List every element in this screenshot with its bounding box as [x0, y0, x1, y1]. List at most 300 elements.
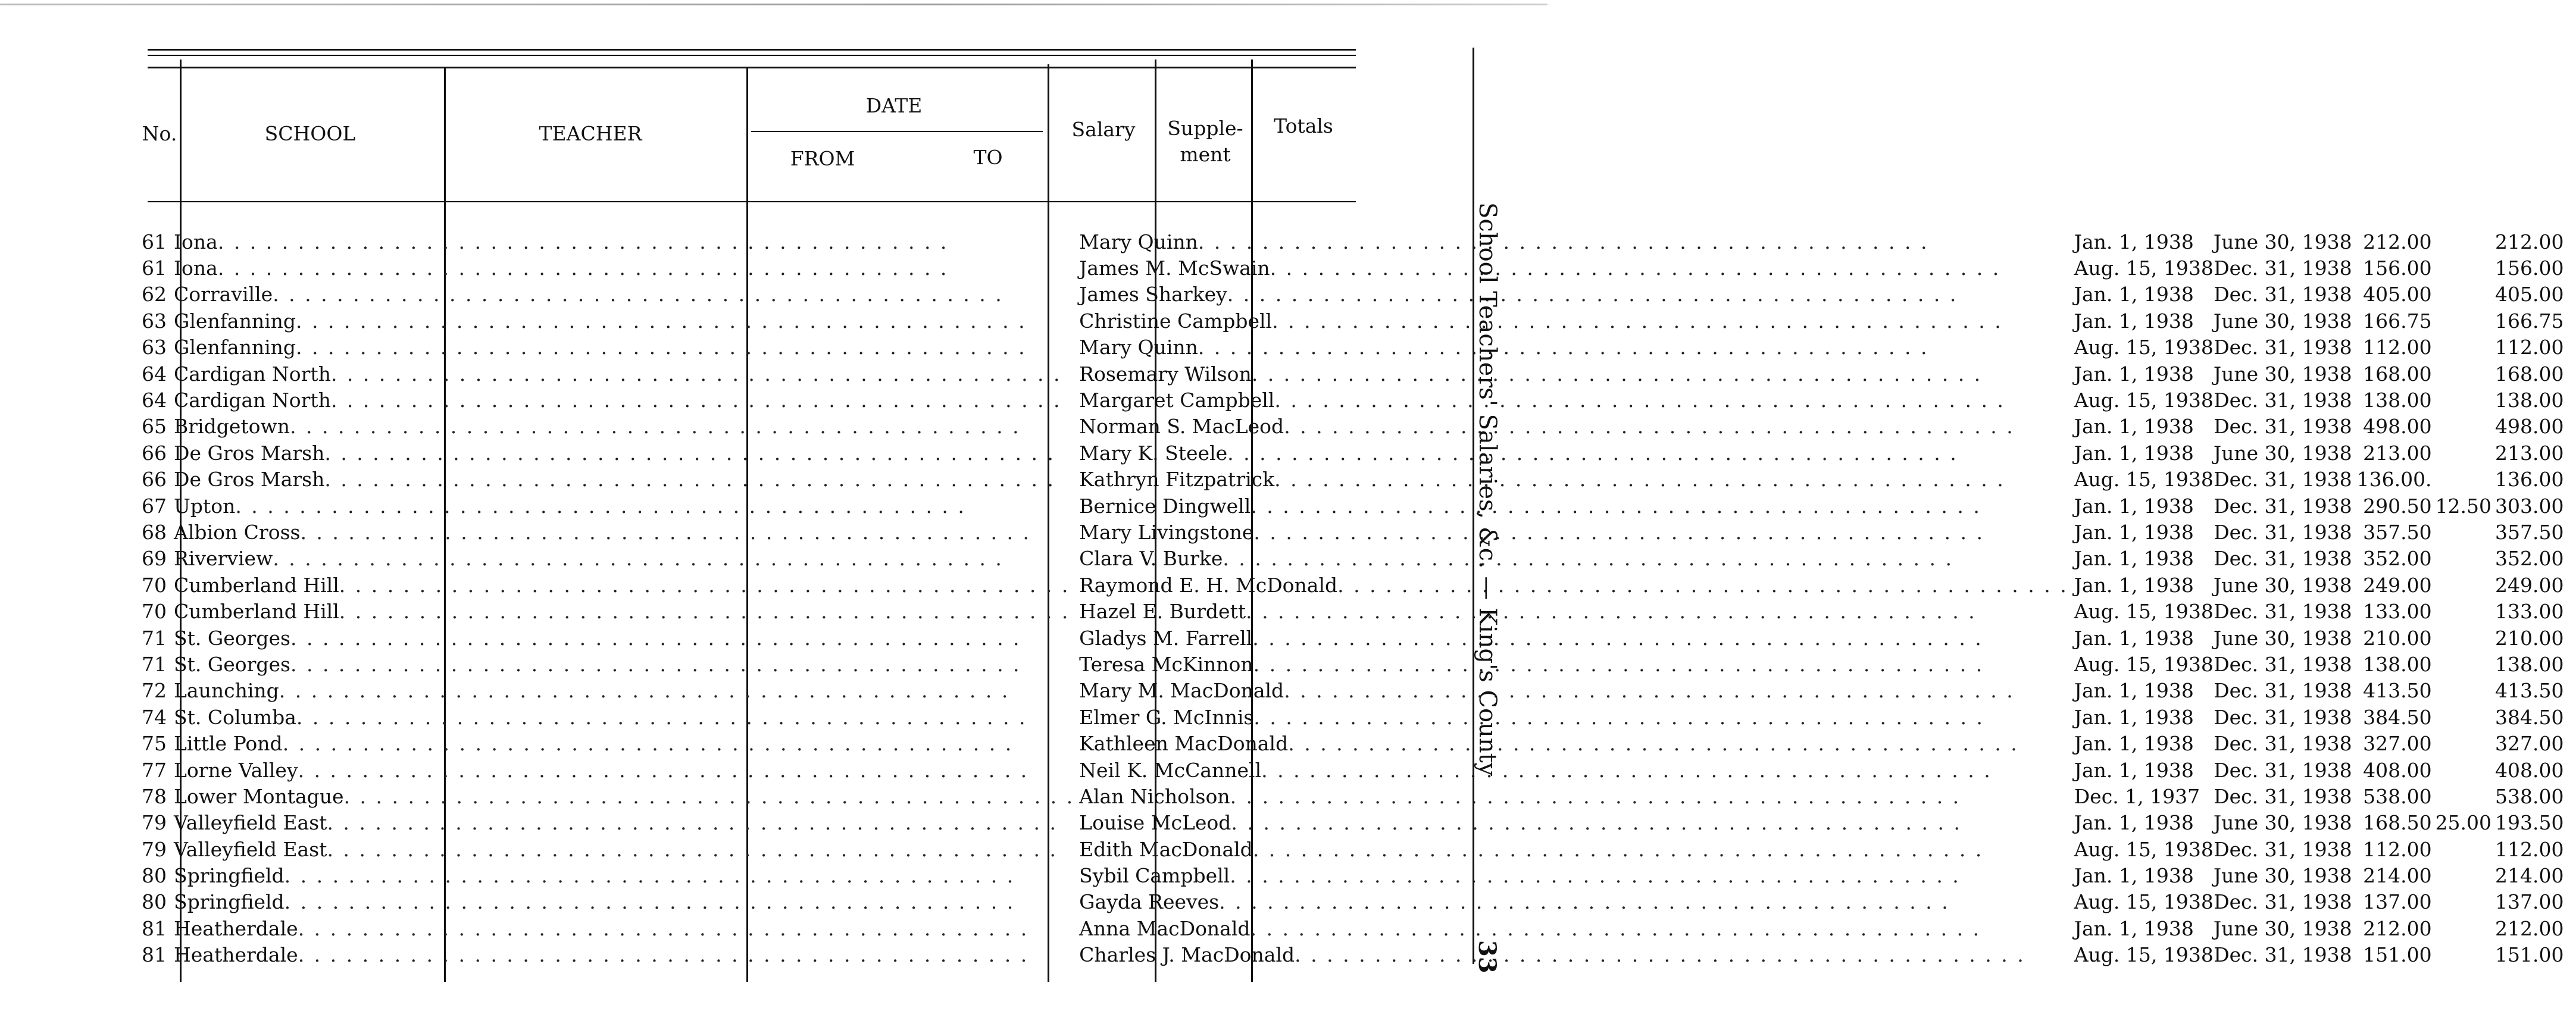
- dot-leader: [339, 600, 1074, 623]
- row-no: 72: [142, 679, 167, 703]
- row-no: 64: [142, 362, 167, 386]
- dot-leader: [1288, 732, 2068, 755]
- row-total: 156.00: [2495, 256, 2564, 280]
- row-teacher-text: Neil K. McCannell: [1079, 758, 1262, 782]
- row-date-from: Jan. 1, 1938: [2074, 441, 2194, 465]
- row-salary: 405.00: [2363, 283, 2432, 306]
- row-teacher-text: Mary Livingstone: [1079, 520, 1254, 544]
- row-supplement: [2436, 440, 2495, 466]
- row-school-text: Cardigan North: [174, 362, 331, 386]
- row-teacher: [1074, 519, 2068, 545]
- row-school: [170, 308, 1074, 334]
- row-no: 81: [142, 916, 167, 940]
- table-row: [142, 889, 2576, 915]
- row-supplement: [2436, 387, 2495, 413]
- row-teacher: [1074, 862, 2068, 888]
- row-school-text: Lorne Valley: [174, 758, 298, 782]
- row-date-from: Jan. 1, 1938: [2074, 283, 2194, 306]
- dot-leader: [279, 679, 1074, 702]
- row-salary: 156.00: [2363, 256, 2432, 280]
- row-total: 193.50: [2495, 811, 2564, 835]
- row-total: 303.00: [2495, 494, 2564, 518]
- row-teacher-text: Kathleen MacDonald: [1079, 732, 1289, 756]
- row-date-to: Dec. 31, 1938: [2214, 758, 2352, 782]
- row-no: 71: [142, 626, 167, 650]
- row-teacher: [1074, 889, 2068, 915]
- dot-leader: [1219, 890, 2068, 913]
- row-school: [170, 730, 1074, 756]
- row-school: [170, 704, 1074, 730]
- dot-leader: [1252, 627, 2068, 650]
- row-school-text: St. Georges: [174, 626, 290, 650]
- row-school-text: Cumberland Hill: [174, 573, 339, 597]
- dot-leader: [1253, 706, 2068, 729]
- page-number: 33: [1473, 940, 1501, 973]
- row-date-to: Dec. 31, 1938: [2214, 520, 2352, 544]
- row-total: 136.00: [2495, 468, 2564, 492]
- row-date-from: Aug. 15, 1938: [2074, 943, 2214, 967]
- row-school: [170, 836, 1074, 862]
- row-date-to: Dec. 31, 1938: [2214, 494, 2352, 518]
- row-date-to: June 30, 1938: [2213, 626, 2352, 650]
- row-teacher-text: Edith MacDonald: [1079, 837, 1253, 861]
- dot-leader: [296, 309, 1074, 333]
- row-date-to: Dec. 31, 1938: [2214, 943, 2352, 967]
- row-no: 66: [142, 441, 167, 465]
- row-supplement: [2436, 308, 2495, 334]
- running-header: [1474, 202, 1501, 994]
- dot-leader: [331, 389, 1074, 412]
- row-teacher: [1074, 678, 2068, 704]
- row-school-text: De Gros Marsh: [174, 468, 325, 492]
- table-row: [142, 810, 2576, 836]
- table-row: [142, 862, 2576, 888]
- row-supplement: [2436, 889, 2495, 915]
- row-school-text: Cumberland Hill: [174, 600, 339, 624]
- row-date-from: Aug. 15, 1938: [2074, 256, 2214, 280]
- dot-leader: [300, 521, 1074, 544]
- row-date-to: June 30, 1938: [2213, 362, 2352, 386]
- table-row: [142, 546, 2576, 572]
- row-date-to: Dec. 31, 1938: [2214, 837, 2352, 861]
- row-school-text: Albion Cross: [174, 520, 301, 544]
- row-supplement: [2436, 334, 2495, 361]
- row-teacher-text: Bernice Dingwell: [1079, 494, 1251, 518]
- dot-leader: [324, 442, 1074, 465]
- header-supplement-line1: Supple-: [1167, 117, 1243, 140]
- row-school: [170, 334, 1074, 361]
- salary-table-body: [142, 228, 2576, 968]
- row-supplement: [2436, 255, 2495, 281]
- row-salary: 212.00: [2363, 230, 2432, 253]
- row-total: 112.00: [2495, 336, 2564, 359]
- row-salary: 138.00: [2363, 652, 2432, 676]
- row-date-to: Dec. 31, 1938: [2214, 600, 2352, 624]
- row-supplement: [2436, 467, 2495, 493]
- row-date-to: Dec. 31, 1938: [2214, 468, 2352, 492]
- dot-leader: [1230, 864, 2068, 887]
- row-salary: 538.00: [2363, 784, 2432, 808]
- dot-leader: [235, 494, 1074, 518]
- row-total: 133.00: [2495, 600, 2564, 624]
- row-salary: 357.50: [2363, 520, 2432, 544]
- row-salary: 327.00: [2363, 732, 2432, 756]
- table-row: [142, 308, 2576, 334]
- row-school-text: Valleyfield East: [174, 811, 327, 835]
- row-teacher: [1074, 598, 2068, 624]
- row-school: [170, 467, 1074, 493]
- row-school: [170, 678, 1074, 704]
- row-date-from: Aug. 15, 1938: [2074, 837, 2214, 861]
- row-supplement: [2436, 519, 2495, 545]
- row-school: [170, 255, 1074, 281]
- row-no: 78: [142, 784, 167, 808]
- row-salary: 290.50: [2363, 494, 2432, 518]
- row-total: 151.00: [2495, 943, 2564, 967]
- row-teacher-text: Mary M. MacDonald: [1079, 679, 1284, 703]
- row-teacher-text: Hazel E. Burdett: [1079, 600, 1246, 624]
- row-total: 214.00: [2495, 864, 2564, 888]
- dot-leader: [1272, 309, 2068, 333]
- row-school-text: Valleyfield East: [174, 837, 327, 861]
- row-date-from: Jan. 1, 1938: [2074, 415, 2194, 439]
- row-school-text: Cardigan North: [174, 389, 331, 412]
- row-no: 66: [142, 468, 167, 492]
- dot-leader: [285, 890, 1074, 913]
- dot-leader: [1253, 838, 2068, 861]
- row-teacher: [1074, 281, 2068, 308]
- row-supplement: [2436, 704, 2495, 730]
- row-school: [170, 440, 1074, 466]
- table-row: [142, 361, 2576, 387]
- table-row: [142, 915, 2576, 941]
- row-teacher: [1074, 810, 2068, 836]
- row-teacher-text: Anna MacDonald: [1079, 916, 1251, 940]
- dot-leader: [1337, 574, 2068, 597]
- table-row: [142, 493, 2576, 519]
- row-school-text: St. Georges: [174, 652, 290, 676]
- table-row: [142, 942, 2576, 968]
- row-date-to: June 30, 1938: [2213, 864, 2352, 888]
- table-row: [142, 440, 2576, 466]
- row-salary: 138.00: [2363, 389, 2432, 412]
- row-no: 79: [142, 811, 167, 835]
- row-date-from: Jan. 1, 1938: [2074, 494, 2194, 518]
- row-teacher: [1074, 757, 2068, 783]
- row-teacher-text: Gayda Reeves: [1079, 890, 1220, 914]
- row-school: [170, 889, 1074, 915]
- row-no: 70: [142, 600, 167, 624]
- row-date-to: Dec. 31, 1938: [2214, 336, 2352, 359]
- row-salary: 166.75: [2363, 309, 2432, 333]
- row-supplement: [2436, 942, 2495, 968]
- row-school-text: Upton: [174, 494, 236, 518]
- row-teacher-text: James Sharkey: [1079, 283, 1227, 306]
- row-school: [170, 757, 1074, 783]
- row-school: [170, 361, 1074, 387]
- row-no: 63: [142, 336, 167, 359]
- row-no: 62: [142, 283, 167, 306]
- row-school-text: Iona: [174, 256, 218, 280]
- row-total: 138.00: [2495, 652, 2564, 676]
- row-total: 498.00: [2495, 415, 2564, 439]
- dot-leader: [273, 547, 1074, 570]
- row-school: [170, 228, 1074, 255]
- row-teacher-text: Louise McLeod: [1079, 811, 1231, 835]
- dot-leader: [296, 706, 1074, 729]
- row-school-text: Lower Montague: [174, 784, 344, 808]
- row-total: 357.50: [2495, 520, 2564, 544]
- row-no: 80: [142, 890, 167, 914]
- row-salary: 137.00: [2363, 890, 2432, 914]
- row-school: [170, 651, 1074, 677]
- row-supplement: [2436, 836, 2495, 862]
- row-supplement: [2436, 678, 2495, 704]
- row-date-from: Jan. 1, 1938: [2074, 679, 2194, 703]
- row-school: [170, 598, 1074, 624]
- table-row: [142, 387, 2576, 413]
- dot-leader: [344, 785, 1075, 808]
- row-school-text: Bridgetown: [174, 415, 290, 439]
- row-supplement: 25.00: [2435, 811, 2492, 835]
- dot-leader: [339, 574, 1074, 597]
- page-edge-line: [0, 4, 1548, 5]
- date-divider: [751, 131, 1043, 132]
- row-date-from: Jan. 1, 1938: [2074, 732, 2194, 756]
- dot-leader: [290, 627, 1074, 650]
- row-date-from: Aug. 15, 1938: [2074, 389, 2214, 412]
- row-date-from: Jan. 1, 1938: [2074, 573, 2194, 597]
- table-row: [142, 730, 2576, 756]
- row-teacher-text: Rosemary Wilson: [1079, 362, 1252, 386]
- row-teacher: [1074, 651, 2068, 677]
- top-rule-1: [148, 49, 1356, 51]
- row-date-to: June 30, 1938: [2213, 441, 2352, 465]
- row-total: 249.00: [2495, 573, 2564, 597]
- header-salary: Salary: [1071, 118, 1136, 141]
- row-teacher: [1074, 361, 2068, 387]
- row-total: 137.00: [2495, 890, 2564, 914]
- row-date-from: Jan. 1, 1938: [2074, 758, 2194, 782]
- row-teacher-text: Alan Nicholson: [1079, 784, 1230, 808]
- dot-leader: [1227, 442, 2068, 465]
- row-salary: 210.00: [2363, 626, 2432, 650]
- row-school-text: De Gros Marsh: [174, 441, 325, 465]
- row-no: 65: [142, 415, 167, 439]
- table-row: [142, 651, 2576, 677]
- row-salary: 384.50: [2363, 705, 2432, 729]
- dot-leader: [1252, 362, 2068, 386]
- row-teacher-text: Clara V. Burke: [1079, 547, 1223, 571]
- row-school-text: Iona: [174, 230, 218, 253]
- row-supplement: [2436, 625, 2495, 651]
- row-salary: 168.00: [2363, 362, 2432, 386]
- row-date-to: Dec. 31, 1938: [2214, 652, 2352, 676]
- dot-leader: [290, 415, 1074, 438]
- row-school: [170, 493, 1074, 519]
- row-no: 77: [142, 758, 167, 782]
- row-teacher: [1074, 942, 2068, 968]
- row-salary: 112.00: [2363, 837, 2432, 861]
- row-date-to: Dec. 31, 1938: [2214, 547, 2352, 571]
- row-school: [170, 519, 1074, 545]
- dot-leader: [283, 732, 1074, 755]
- header-date: DATE: [865, 94, 923, 117]
- row-school: [170, 810, 1074, 836]
- row-teacher: [1074, 467, 2068, 493]
- row-supplement: [2436, 651, 2495, 677]
- row-teacher-text: Elmer G. McInnis: [1079, 705, 1254, 729]
- dot-leader: [1261, 759, 2068, 782]
- row-teacher: [1074, 255, 2068, 281]
- dot-leader: [1274, 468, 2068, 491]
- table-row: [142, 678, 2576, 704]
- row-salary: 168.50: [2363, 811, 2432, 835]
- salary-table: [142, 228, 2576, 968]
- row-school-text: Springfield: [174, 864, 285, 888]
- row-salary: 249.00: [2363, 573, 2432, 597]
- dot-leader: [285, 864, 1074, 887]
- row-total: 405.00: [2495, 283, 2564, 306]
- row-teacher: [1074, 308, 2068, 334]
- row-no: 71: [142, 652, 167, 676]
- row-supplement: 12.50: [2435, 494, 2492, 518]
- row-teacher: [1074, 414, 2068, 440]
- dot-leader: [1246, 600, 2068, 623]
- row-supplement: [2436, 572, 2495, 598]
- row-date-from: Jan. 1, 1938: [2074, 864, 2194, 888]
- header-from: FROM: [790, 147, 855, 170]
- row-date-from: Aug. 15, 1938: [2074, 652, 2214, 676]
- dot-leader: [1274, 389, 2068, 412]
- row-teacher-text: Norman S. MacLeod: [1079, 415, 1284, 439]
- row-teacher-text: Gladys M. Farrell: [1079, 626, 1253, 650]
- row-date-to: Dec. 31, 1938: [2214, 679, 2352, 703]
- row-school: [170, 862, 1074, 888]
- dot-leader: [290, 653, 1074, 676]
- table-row: [142, 783, 2576, 809]
- table-row: [142, 519, 2576, 545]
- dot-leader: [298, 759, 1075, 782]
- table-row: [142, 228, 2576, 255]
- header-supplement-line2: ment: [1180, 143, 1231, 166]
- row-teacher-text: Christine Campbell: [1079, 309, 1273, 333]
- row-supplement: [2436, 414, 2495, 440]
- row-date-from: Jan. 1, 1938: [2074, 230, 2194, 253]
- row-no: 81: [142, 943, 167, 967]
- row-total: 138.00: [2495, 389, 2564, 412]
- dot-leader: [1230, 785, 2068, 808]
- dot-leader: [331, 362, 1074, 386]
- dot-leader: [218, 230, 1074, 253]
- table-row: [142, 467, 2576, 493]
- row-no: 69: [142, 547, 167, 571]
- row-date-from: Jan. 1, 1938: [2074, 309, 2194, 333]
- row-date-from: Jan. 1, 1938: [2074, 520, 2194, 544]
- row-salary: 136.00.: [2356, 468, 2432, 492]
- row-teacher-text: Mary Quinn: [1079, 230, 1198, 253]
- row-supplement: [2436, 915, 2495, 941]
- row-no: 79: [142, 837, 167, 861]
- dot-leader: [1251, 917, 2068, 940]
- row-date-to: Dec. 31, 1938: [2214, 732, 2352, 756]
- row-no: 80: [142, 864, 167, 888]
- row-supplement: [2436, 281, 2495, 308]
- row-date-from: Aug. 15, 1938: [2074, 468, 2214, 492]
- dot-leader: [327, 838, 1074, 861]
- dot-leader: [1223, 547, 2068, 570]
- row-school: [170, 783, 1074, 809]
- row-total: 213.00: [2495, 441, 2564, 465]
- row-no: 75: [142, 732, 167, 756]
- row-date-to: June 30, 1938: [2213, 916, 2352, 940]
- table-row: [142, 334, 2576, 361]
- row-date-from: Aug. 15, 1938: [2074, 336, 2214, 359]
- row-teacher: [1074, 440, 2068, 466]
- row-total: 352.00: [2495, 547, 2564, 571]
- table-row: [142, 704, 2576, 730]
- header-totals: Totals: [1274, 114, 1333, 137]
- row-teacher: [1074, 493, 2068, 519]
- row-date-to: Dec. 31, 1938: [2214, 705, 2352, 729]
- dot-leader: [296, 336, 1074, 359]
- row-no: 61: [142, 256, 167, 280]
- row-supplement: [2436, 361, 2495, 387]
- row-salary: 133.00: [2363, 600, 2432, 624]
- row-total: 210.00: [2495, 626, 2564, 650]
- row-school: [170, 625, 1074, 651]
- row-total: 413.50: [2495, 679, 2564, 703]
- table-row: [142, 598, 2576, 624]
- row-teacher: [1074, 704, 2068, 730]
- row-no: 74: [142, 705, 167, 729]
- dot-leader: [1227, 283, 2068, 306]
- row-salary: 213.00: [2363, 441, 2432, 465]
- row-teacher: [1074, 334, 2068, 361]
- table-row: [142, 757, 2576, 783]
- row-date-to: June 30, 1938: [2213, 573, 2352, 597]
- row-school-text: Launching: [174, 679, 279, 703]
- row-school-text: Glenfanning: [174, 309, 296, 333]
- row-date-to: June 30, 1938: [2213, 309, 2352, 333]
- row-date-to: Dec. 31, 1938: [2214, 389, 2352, 412]
- row-teacher-text: Raymond E. H. McDonald: [1079, 573, 1338, 597]
- dot-leader: [1253, 653, 2068, 676]
- table-row: [142, 414, 2576, 440]
- row-supplement: [2436, 783, 2495, 809]
- row-teacher-text: Mary K. Steele: [1079, 441, 1228, 465]
- running-title: School Teachers' Salaries, &c. — King's County: [1474, 202, 1501, 777]
- dot-leader: [298, 917, 1074, 940]
- row-teacher: [1074, 546, 2068, 572]
- header-to: TO: [973, 146, 1003, 169]
- row-teacher: [1074, 915, 2068, 941]
- table-row: [142, 281, 2576, 308]
- row-date-to: Dec. 31, 1938: [2214, 784, 2352, 808]
- row-total: 212.00: [2495, 916, 2564, 940]
- header-top-rule: [148, 67, 1356, 68]
- dot-leader: [1231, 811, 2068, 834]
- row-school-text: Little Pond: [174, 732, 283, 756]
- row-salary: 408.00: [2363, 758, 2432, 782]
- row-teacher: [1074, 836, 2068, 862]
- row-supplement: [2436, 730, 2495, 756]
- row-salary: 151.00: [2363, 943, 2432, 967]
- row-total: 212.00: [2495, 230, 2564, 253]
- row-school: [170, 281, 1074, 308]
- row-school-text: Springfield: [174, 890, 285, 914]
- row-date-from: Jan. 1, 1938: [2074, 705, 2194, 729]
